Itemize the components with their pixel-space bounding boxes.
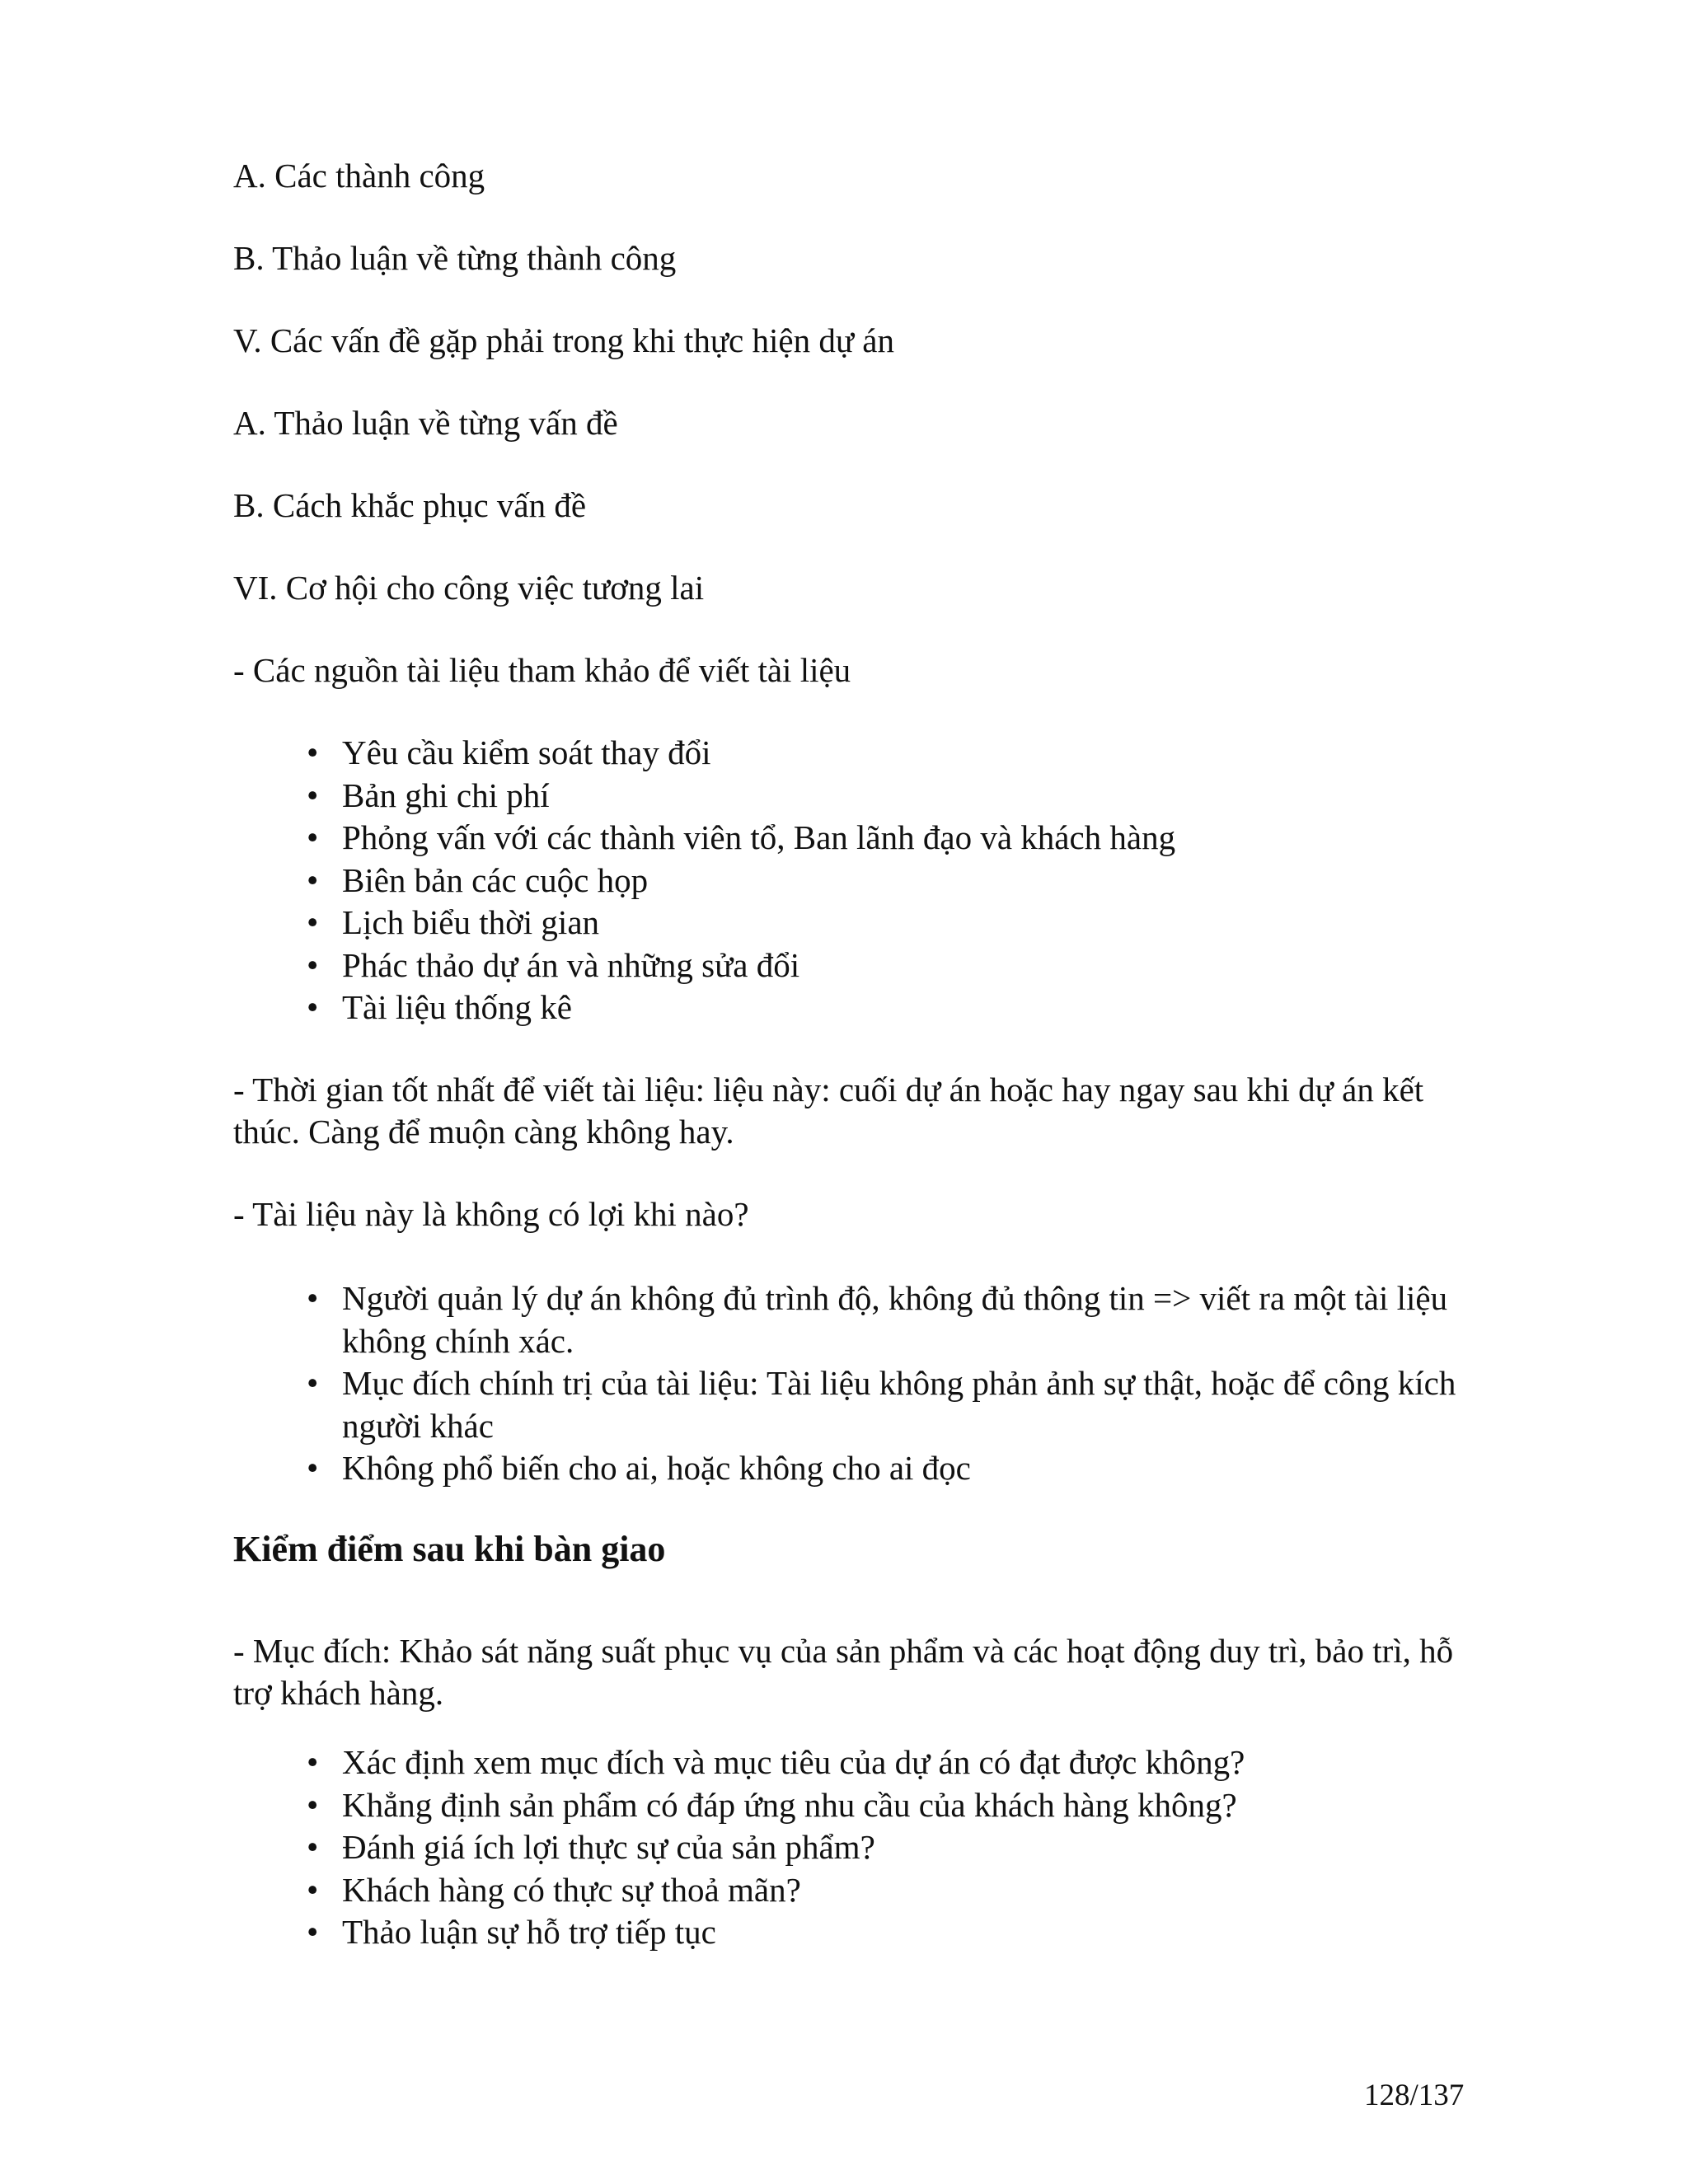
outline-item-v-problems: V. Các vấn đề gặp phải trong khi thực hiện dự án [233,321,895,359]
list-item: • Xác định xem mục đích và mục tiêu của dự án có đạt được không? [0,1741,1496,1784]
list-item: • Thảo luận sự hỗ trợ tiếp tục [0,1911,1496,1954]
outline-item-a-discuss-problems: A. Thảo luận về từng vấn đề [233,404,618,442]
bullet-icon: • [307,988,319,1026]
outline-item-a-successes: A. Các thành công [233,157,485,194]
bullet-icon: • [307,1785,319,1824]
bullet-icon: • [307,1364,319,1402]
bullet-icon: • [307,776,319,814]
bullet-icon: • [307,903,319,941]
sources-list [0,732,1496,1029]
list-item: • Lịch biểu thời gian [0,902,1496,944]
list-item: • Người quản lý dự án không đủ trình độ, không đủ thông tin => viết ra một tài liệu không chính xác. [307,1279,1448,1360]
list-item: • Đánh giá ích lợi thực sự của sản phẩm? [0,1826,1496,1869]
list-item: • Phác thảo dự án và những sửa đổi [0,944,1496,987]
bullet-icon: • [307,1828,319,1866]
list-item: • Khách hàng có thực sự thoả mãn? [0,1869,1496,1912]
list-item: • Phỏng vấn với các thành viên tổ, Ban lãnh đạo và khách hàng [0,817,1496,860]
best-time-paragraph: - Thời gian tốt nhất để viết tài liệu: liệu này: cuối dự án hoặc hay ngay sau khi dự án kết thúc. Càng để muộn càng không hay. [233,1071,1424,1151]
list-item: • Mục đích chính trị của tài liệu: Tài liệu không phản ảnh sự thật, hoặc để công kích người khác [307,1364,1456,1445]
page-number: 128/137 [1364,2079,1465,2112]
bullet-icon: • [307,860,319,899]
bullet-icon: • [307,1913,319,1951]
bullet-icon: • [307,945,319,984]
not-useful-list [0,1277,1496,1490]
bullet-icon: • [307,1870,319,1909]
outline-item-b-fix-problems: B. Cách khắc phục vấn đề [233,486,587,524]
list-item: • Tài liệu thống kê [0,987,1496,1029]
section-heading: Kiểm điểm sau khi bàn giao [233,1529,666,1569]
bullet-icon: • [307,818,319,856]
list-item: • Không phổ biến cho ai, hoặc không cho ai đọc [0,1447,1496,1490]
bullet-icon: • [307,1279,319,1317]
not-useful-intro: - Tài liệu này là không có lợi khi nào? [233,1195,749,1233]
bullet-icon: • [307,1449,319,1487]
sources-intro: - Các nguồn tài liệu tham khảo để viết tài liệu [233,651,851,689]
outline-item-vi-future-opportunities: VI. Cơ hội cho công việc tương lai [233,569,705,607]
list-item: • Yêu cầu kiểm soát thay đổi [0,732,1496,775]
list-item: • Bản ghi chi phí [0,775,1496,818]
purpose-paragraph: - Mục đích: Khảo sát năng suất phục vụ của sản phẩm và các hoạt động duy trì, bảo trì, hỗ trợ khách hàng. [233,1632,1454,1712]
outline-item-b-discuss-successes: B. Thảo luận về từng thành công [233,239,677,277]
bullet-icon: • [307,733,319,771]
list-item: • Biên bản các cuộc họp [0,860,1496,902]
bullet-icon: • [307,1743,319,1781]
list-item: • Khẳng định sản phẩm có đáp ứng nhu cầu của khách hàng không? [0,1784,1496,1827]
section-list [0,1741,1496,1954]
